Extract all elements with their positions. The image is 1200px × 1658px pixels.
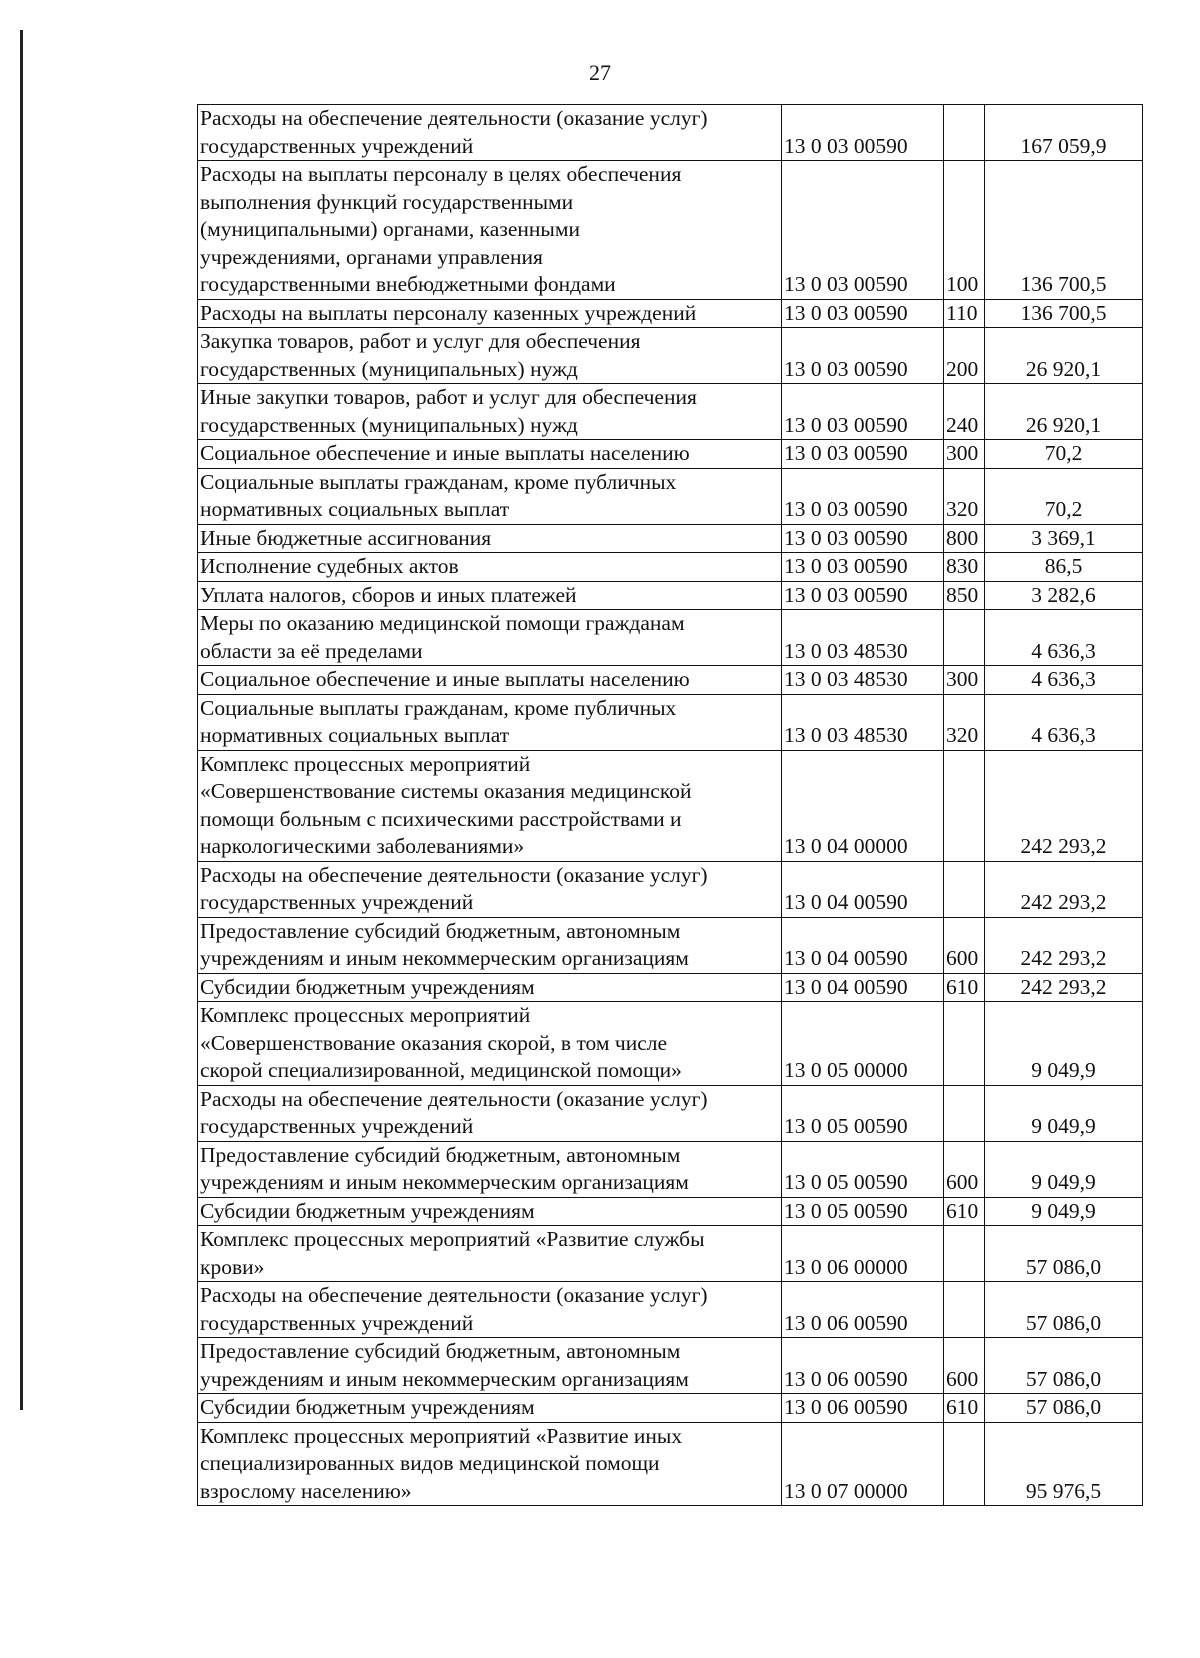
expense-type-text: 850 [946, 582, 979, 607]
expense-type-text: 240 [946, 412, 979, 437]
target-code-text: 13 0 03 00590 [784, 497, 908, 521]
target-code-cell [782, 666, 944, 695]
amount-cell [985, 666, 1143, 695]
expense-name-cell [198, 553, 782, 582]
expense-type-cell [944, 581, 985, 610]
table-row [198, 440, 1143, 469]
target-code-text: 13 0 06 00590 [784, 1310, 908, 1335]
expense-name-cell [198, 1226, 782, 1282]
expense-name-text: Социальные выплаты гражданам, кроме публичных нормативных социальных выплат [200, 695, 677, 747]
expense-name-text: Расходы на обеспечение деятельности (оказание услуг) государственных учреждений [200, 1283, 708, 1335]
target-code-cell [782, 861, 944, 917]
expense-name-cell [198, 1141, 782, 1197]
expense-type-cell [944, 299, 985, 328]
amount-text: 26 920,1 [1025, 356, 1102, 381]
expense-name-cell [198, 384, 782, 440]
expense-name-cell [198, 440, 782, 469]
expense-type-cell [944, 973, 985, 1002]
target-code-cell [782, 1226, 944, 1282]
target-code-cell [782, 1085, 944, 1141]
expense-name-cell [198, 1197, 782, 1226]
target-code-cell [782, 328, 944, 384]
expense-type-cell [944, 861, 985, 917]
table-row [198, 1141, 1143, 1197]
target-code-text: 13 0 04 00590 [784, 974, 908, 999]
amount-cell [985, 299, 1143, 328]
amount-text: 9 049,9 [1031, 1198, 1096, 1223]
expense-name-cell [198, 694, 782, 750]
target-code-cell [782, 468, 944, 524]
table-row [198, 524, 1143, 553]
amount-text: 3 282,6 [1031, 582, 1096, 607]
target-code-text: 13 0 03 00590 [784, 272, 908, 296]
target-code-cell [782, 1002, 944, 1086]
target-code-text: 13 0 04 00000 [784, 834, 908, 858]
amount-text: 57 086,0 [1025, 1254, 1102, 1279]
target-code-text: 13 0 03 48530 [784, 638, 908, 663]
expense-name-cell [198, 917, 782, 973]
expense-type-cell [944, 468, 985, 524]
target-code-cell [782, 440, 944, 469]
expense-type-cell [944, 105, 985, 161]
target-code-text: 13 0 04 00590 [784, 946, 908, 970]
target-code-cell [782, 553, 944, 582]
expense-name-text: Социальные выплаты гражданам, кроме публичных нормативных социальных выплат [200, 469, 677, 521]
table-row [198, 1282, 1143, 1338]
table-row [198, 666, 1143, 695]
expense-type-text: 600 [946, 1170, 979, 1194]
expense-name-cell [198, 468, 782, 524]
target-code-cell [782, 694, 944, 750]
expense-name-text: Уплата налогов, сборов и иных платежей [200, 582, 577, 607]
amount-text: 242 293,2 [1020, 974, 1107, 999]
amount-cell [985, 105, 1143, 161]
amount-text: 242 293,2 [1020, 834, 1107, 858]
expense-name-cell [198, 524, 782, 553]
target-code-text: 13 0 06 00590 [784, 1395, 908, 1419]
amount-cell [985, 750, 1143, 861]
expense-name-cell [198, 1394, 782, 1423]
target-code-cell [782, 299, 944, 328]
expense-type-cell [944, 553, 985, 582]
expense-name-cell [198, 328, 782, 384]
target-code-cell [782, 973, 944, 1002]
table-row [198, 610, 1143, 666]
expense-name-text: Расходы на выплаты персоналу казенных учреждений [200, 300, 697, 325]
target-code-cell [782, 384, 944, 440]
scan-edge-line [20, 30, 23, 1410]
target-code-cell [782, 161, 944, 300]
expense-type-cell [944, 384, 985, 440]
expense-type-cell [944, 161, 985, 300]
expense-name-cell [198, 299, 782, 328]
amount-text: 95 976,5 [1025, 1478, 1102, 1503]
amount-cell [985, 1226, 1143, 1282]
expense-name-cell [198, 581, 782, 610]
target-code-text: 13 0 05 00590 [784, 1198, 908, 1223]
amount-cell [985, 1002, 1143, 1086]
expense-type-cell [944, 1422, 985, 1506]
expense-type-text: 830 [946, 554, 979, 578]
amount-cell [985, 861, 1143, 917]
expense-type-cell [944, 1338, 985, 1394]
target-code-text: 13 0 07 00000 [784, 1478, 908, 1503]
target-code-cell [782, 1282, 944, 1338]
table-row [198, 1338, 1143, 1394]
target-code-text: 13 0 03 00590 [784, 441, 908, 465]
target-code-cell [782, 105, 944, 161]
table-row [198, 861, 1143, 917]
target-code-cell [782, 1197, 944, 1226]
amount-text: 242 293,2 [1020, 890, 1107, 914]
expense-name-text: Расходы на обеспечение деятельности (оказание услуг) государственных учреждений [200, 106, 708, 158]
expense-type-cell [944, 1085, 985, 1141]
expense-name-text: Субсидии бюджетным учреждениям [200, 1395, 535, 1419]
target-code-text: 13 0 05 00590 [784, 1170, 908, 1194]
table-row [198, 750, 1143, 861]
expense-name-cell [198, 750, 782, 861]
expense-name-text: Комплекс процессных мероприятий «Развитие иных специализированных видов медицинской помощи взрослому населению» [200, 1423, 683, 1503]
amount-cell [985, 1422, 1143, 1506]
budget-table [197, 104, 1143, 1506]
expense-type-cell [944, 440, 985, 469]
expense-type-cell [944, 1002, 985, 1086]
expense-type-cell [944, 1197, 985, 1226]
expense-type-cell [944, 328, 985, 384]
amount-cell [985, 1197, 1143, 1226]
target-code-text: 13 0 03 00590 [784, 554, 908, 578]
page-number: 27 [589, 60, 611, 85]
expense-name-cell [198, 973, 782, 1002]
table-row [198, 299, 1143, 328]
amount-text: 4 636,3 [1031, 723, 1096, 747]
expense-name-text: Субсидии бюджетным учреждениям [200, 974, 535, 999]
target-code-cell [782, 1422, 944, 1506]
expense-name-text: Предоставление субсидий бюджетным, автономным учреждениям и иным некоммерческим организациям [200, 1142, 689, 1194]
expense-type-text: 200 [946, 356, 979, 381]
amount-text: 57 086,0 [1025, 1310, 1102, 1335]
target-code-cell [782, 610, 944, 666]
amount-cell [985, 1085, 1143, 1141]
expense-type-cell [944, 1394, 985, 1423]
amount-text: 4 636,3 [1031, 638, 1096, 663]
expense-name-cell [198, 161, 782, 300]
table-row [198, 161, 1143, 300]
target-code-cell [782, 1338, 944, 1394]
amount-cell [985, 524, 1143, 553]
table-row [198, 581, 1143, 610]
amount-cell [985, 468, 1143, 524]
amount-text: 26 920,1 [1025, 412, 1102, 437]
target-code-text: 13 0 06 00590 [784, 1366, 908, 1391]
expense-type-text: 320 [946, 723, 979, 747]
expense-name-cell [198, 1002, 782, 1086]
target-code-text: 13 0 03 48530 [784, 667, 908, 691]
amount-cell [985, 553, 1143, 582]
amount-cell [985, 694, 1143, 750]
target-code-text: 13 0 03 00590 [784, 582, 908, 607]
expense-name-text: Комплекс процессных мероприятий «Развитие службы крови» [200, 1227, 705, 1279]
table-row [198, 1002, 1143, 1086]
target-code-cell [782, 1141, 944, 1197]
expense-type-text: 600 [946, 946, 979, 970]
amount-cell [985, 328, 1143, 384]
amount-cell [985, 1282, 1143, 1338]
expense-name-cell [198, 610, 782, 666]
expense-type-cell [944, 750, 985, 861]
table-row [198, 694, 1143, 750]
expense-type-text: 300 [946, 667, 979, 691]
expense-type-text: 800 [946, 525, 979, 550]
amount-text: 3 369,1 [1031, 525, 1096, 550]
amount-text: 70,2 [1044, 441, 1083, 465]
expense-name-text: Социальное обеспечение и иные выплаты населению [200, 441, 690, 465]
expense-type-cell [944, 666, 985, 695]
expense-type-cell [944, 524, 985, 553]
amount-cell [985, 610, 1143, 666]
table-row [198, 917, 1143, 973]
target-code-text: 13 0 04 00590 [784, 890, 908, 914]
table-row [198, 1394, 1143, 1423]
target-code-text: 13 0 05 00590 [784, 1114, 908, 1138]
amount-cell [985, 1338, 1143, 1394]
amount-cell [985, 917, 1143, 973]
amount-text: 4 636,3 [1031, 667, 1096, 691]
expense-name-text: Иные бюджетные ассигнования [200, 525, 492, 550]
expense-name-text: Предоставление субсидий бюджетным, автономным учреждениям и иным некоммерческим организациям [200, 918, 689, 970]
target-code-cell [782, 581, 944, 610]
target-code-text: 13 0 03 00590 [784, 525, 908, 550]
target-code-text: 13 0 06 00000 [784, 1254, 908, 1279]
table-row [198, 553, 1143, 582]
amount-cell [985, 384, 1143, 440]
target-code-text: 13 0 03 48530 [784, 723, 908, 747]
expense-name-cell [198, 1085, 782, 1141]
table-row [198, 1422, 1143, 1506]
table-row [198, 973, 1143, 1002]
table-row [198, 328, 1143, 384]
expense-type-cell [944, 1141, 985, 1197]
amount-text: 9 049,9 [1031, 1170, 1096, 1194]
table-row [198, 1226, 1143, 1282]
expense-name-text: Комплекс процессных мероприятий «Совершенствование системы оказания медицинской помощи больным с психическими расстройствами и наркологическими заболеваниями» [200, 751, 692, 858]
target-code-text: 13 0 03 00590 [784, 300, 908, 325]
target-code-text: 13 0 03 00590 [784, 133, 908, 158]
expense-name-text: Исполнение судебных актов [200, 554, 459, 578]
table-row [198, 468, 1143, 524]
amount-text: 9 049,9 [1031, 1058, 1096, 1082]
table-row [198, 1085, 1143, 1141]
expense-type-cell [944, 917, 985, 973]
expense-type-text: 610 [946, 1198, 979, 1223]
expense-type-cell [944, 610, 985, 666]
target-code-cell [782, 917, 944, 973]
expense-name-text: Иные закупки товаров, работ и услуг для обеспечения государственных (муниципальных) нужд [200, 385, 697, 437]
expense-type-text: 320 [946, 497, 979, 521]
amount-cell [985, 161, 1143, 300]
expense-name-text: Предоставление субсидий бюджетным, автономным учреждениям и иным некоммерческим организациям [200, 1339, 689, 1391]
amount-text: 242 293,2 [1020, 946, 1107, 970]
expense-name-text: Социальное обеспечение и иные выплаты населению [200, 667, 690, 691]
amount-text: 136 700,5 [1020, 300, 1107, 325]
amount-cell [985, 1141, 1143, 1197]
amount-text: 70,2 [1044, 497, 1083, 521]
expense-name-text: Расходы на обеспечение деятельности (оказание услуг) государственных учреждений [200, 862, 708, 914]
amount-text: 136 700,5 [1020, 272, 1107, 296]
amount-text: 167 059,9 [1020, 133, 1107, 158]
expense-type-text: 610 [946, 974, 979, 999]
expense-type-cell [944, 1282, 985, 1338]
expense-name-text: Меры по оказанию медицинской помощи гражданам области за её пределами [200, 611, 685, 663]
expense-name-cell [198, 861, 782, 917]
table-row [198, 384, 1143, 440]
expense-type-cell [944, 694, 985, 750]
target-code-cell [782, 524, 944, 553]
expense-name-cell [198, 1422, 782, 1506]
target-code-text: 13 0 05 00000 [784, 1058, 908, 1082]
amount-cell [985, 973, 1143, 1002]
expense-type-text: 300 [946, 441, 979, 465]
expense-name-text: Расходы на выплаты персоналу в целях обеспечения выполнения функций государственными (муниципальными) органами, казенными учреждениями, органами управления государственными внебюджетными фондами [200, 162, 682, 296]
expense-type-cell [944, 1226, 985, 1282]
target-code-cell [782, 750, 944, 861]
amount-text: 86,5 [1044, 554, 1083, 578]
target-code-text: 13 0 03 00590 [784, 356, 908, 381]
table-row [198, 1197, 1143, 1226]
expense-name-cell [198, 666, 782, 695]
expense-type-text: 600 [946, 1366, 979, 1391]
amount-cell [985, 440, 1143, 469]
expense-name-cell [198, 1282, 782, 1338]
amount-cell [985, 1394, 1143, 1423]
budget-table-body [198, 105, 1143, 1506]
amount-text: 57 086,0 [1025, 1395, 1102, 1419]
amount-text: 57 086,0 [1025, 1366, 1102, 1391]
expense-name-cell [198, 1338, 782, 1394]
expense-name-text: Расходы на обеспечение деятельности (оказание услуг) государственных учреждений [200, 1086, 708, 1138]
expense-type-text: 100 [946, 272, 979, 296]
expense-type-text: 110 [946, 300, 978, 325]
expense-name-text: Закупка товаров, работ и услуг для обеспечения государственных (муниципальных) нужд [200, 329, 641, 381]
table-row [198, 105, 1143, 161]
expense-type-text: 610 [946, 1395, 979, 1419]
amount-cell [985, 581, 1143, 610]
expense-name-text: Субсидии бюджетным учреждениям [200, 1198, 535, 1223]
expense-name-cell [198, 105, 782, 161]
target-code-text: 13 0 03 00590 [784, 412, 908, 437]
expense-name-text: Комплекс процессных мероприятий «Совершенствование оказания скорой, в том числе скорой специализированной, медицинской помощи» [200, 1003, 682, 1082]
target-code-cell [782, 1394, 944, 1423]
amount-text: 9 049,9 [1031, 1114, 1096, 1138]
